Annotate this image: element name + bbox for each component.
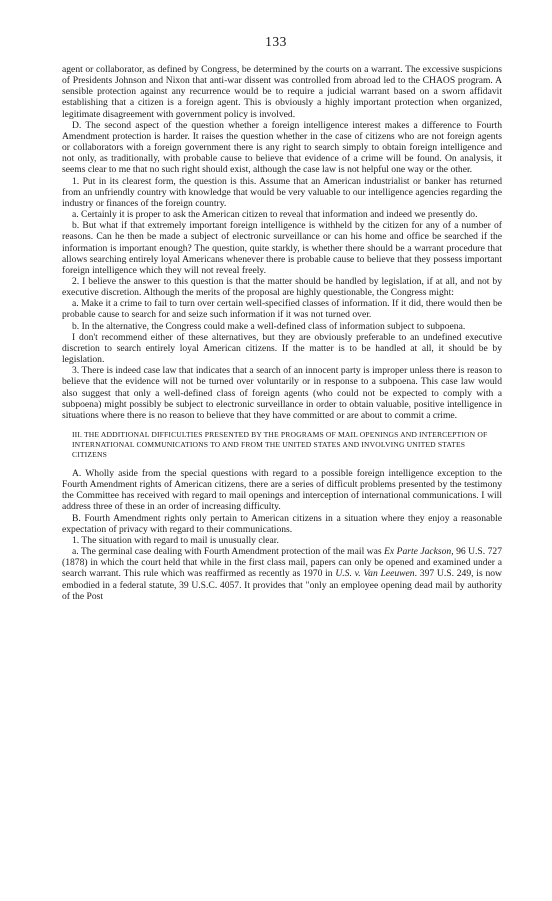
- paragraph: agent or collaborator, as defined by Congress, be determined by the courts on a warrant. The excessive suspicions of Presidents Johnson and Nixon that anti-war dissent was controlled from abroad led to the CHAOS program. A sensible protection against any recurrence would be to require a judicial warrant based on a sworn affidavit establishing that a citizen is a foreign agent. This is obviously a highly important protection when organized, legitimate disagreement with government policy is involved.: [62, 64, 502, 120]
- paragraph: a. Make it a crime to fail to turn over certain well-specified classes of information. If it did, there would then be probable cause to search for and seize such information if it was not turned over.: [62, 298, 502, 321]
- paragraph: A. Wholly aside from the special questions with regard to a possible foreign intelligence exception to the Fourth Amendment rights of American citizens, there are a series of difficult problems presented by the testimony the Committee has received with regard to mail openings and interception of international communications. I will address three of these in an order of increasing difficulty.: [62, 468, 502, 513]
- paragraph: a. Certainly it is proper to ask the American citizen to reveal that information and indeed we presently do.: [72, 209, 478, 221]
- paragraph: 1. Put in its clearest form, the question is this. Assume that an American industrialist or banker has returned from an unfriendly country with knowledge that would be very valuable to our intelligence agencies regarding the industry or finances of the foreign country.: [62, 175, 502, 209]
- body-text: [62, 64, 502, 602]
- paragraph: b. In the alternative, the Congress could make a well-defined class of information subject to subpoena.: [72, 320, 466, 332]
- text-run: , 96 U.S. 727 (1878) in which the court held that while in the first class mail, papers can only be opened and examined under a search warrant. This rule which was reaffirmed as recently as 1970 in: [62, 546, 502, 580]
- paragraph: 3. There is indeed case law that indicates that a search of an innocent party is improper unless there is reason to believe that the evidence will not be turned over voluntarily or in response to a subpoena. This case law would also suggest that only a well-defined class of foreign agents (who could not be expected to comply with a subpoena) might possibly be subject to electronic surveillance in order to obtain valuable, positive intelligence in situations where there is no reason to believe that they have committed or are about to commit a crime.: [62, 365, 502, 421]
- case-name: U.S. v. Van Leeuwen: [335, 568, 415, 580]
- paragraph: B. Fourth Amendment rights only pertain to American citizens in a situation where they enjoy a reasonable expectation of privacy with regard to their communications.: [62, 512, 502, 535]
- page-number: 133: [265, 34, 287, 49]
- text-run: . 397 U.S. 249, is now embodied in a federal statute, 39 U.S.C. 4057. It provides that "only an employee opening dead mail by authority of the Post: [62, 568, 502, 602]
- paragraph: I don't recommend either of these alternatives, but they are obviously preferable to an undefined executive discretion to search entirely loyal American citizens. If the matter is to be handled at all, it should be by legislation.: [62, 331, 502, 366]
- paragraph-with-case-citations: [62, 546, 502, 602]
- paragraph: D. The second aspect of the question whether a foreign intelligence interest makes a difference to Fourth Amendment protection is harder. It raises the question whether in the case of citizens who are not foreign agents or collaborators with a foreign government there is any right to search simply to obtain foreign intelligence and not only, as traditionally, with probable cause to believe that evidence of a crime will be found. On analysis, it seems clear to me that no such right should exist, although the case law is not helpful one way or the other.: [62, 119, 502, 176]
- case-name: Ex Parte Jackson: [384, 546, 452, 558]
- paragraph: b. But what if that extremely important foreign intelligence is withheld by the citizen for any of a number of reasons. Can he then be made a subject of electronic surveillance or can his home and office be searched if the information is important enough? The question, quite starkly, is whether there should be a warrant procedure that allows searching entirely loyal Americans whenever there is probable cause to believe that they possess important foreign intelligence which they will not reveal freely.: [62, 220, 502, 276]
- paragraph: 2. I believe the answer to this question is that the matter should be handled by legislation, if at all, and not by executive discretion. Although the merits of the proposal are highly questionable, the Congress might:: [62, 275, 502, 299]
- section-heading: III. THE ADDITIONAL DIFFICULTIES PRESENTED BY THE PROGRAMS OF MAIL OPENINGS AND INTERCEPTION OF INTERNATIONAL COMMUNICATIONS TO AND FROM THE UNITED STATES AND INVOLVING UNITED STATES CITIZENS: [72, 430, 488, 459]
- paragraph: 1. The situation with regard to mail is unusually clear.: [72, 534, 279, 546]
- text-run: a. The germinal case dealing with Fourth Amendment protection of the mail was: [72, 546, 385, 558]
